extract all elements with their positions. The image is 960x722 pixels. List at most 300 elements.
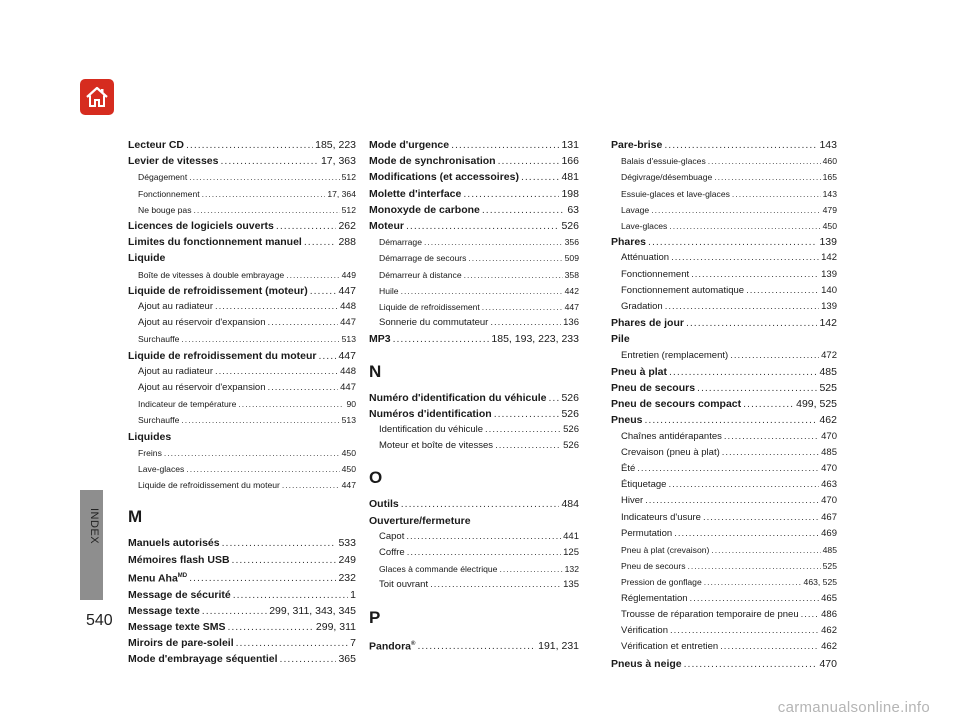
index-entry-pages[interactable]: 447 [340,382,356,394]
index-entry-pages[interactable]: 63 [567,203,579,216]
index-entry[interactable] [611,169,837,185]
index-entry-pages[interactable]: 467 [821,511,837,523]
home-icon [84,85,110,109]
index-entry-pages[interactable]: 526 [563,440,579,452]
index-entry[interactable] [611,445,837,461]
index-entry[interactable] [128,234,356,250]
dot-leader [401,283,563,299]
dot-leader [494,406,560,422]
index-entry[interactable] [369,299,579,315]
index-entry[interactable] [611,412,837,428]
index-entry[interactable] [611,526,837,542]
index-entry[interactable] [128,169,356,185]
index-entry-text: Moteur et boîte de vitesses [379,440,494,452]
index-entry-text: Mode de synchronisation [369,155,496,168]
index-entry-pages[interactable]: 447 [340,317,356,329]
index-entry[interactable] [369,218,579,234]
index-entry-text: Pneu de secours [611,382,696,395]
index-entry-text: Ouverture/fermeture [369,514,471,527]
index-entry[interactable] [369,331,579,347]
index-entry[interactable] [611,380,837,396]
index-entry-pages[interactable]: 513 [341,334,356,345]
index-entry-text: Surchauffe [138,334,180,345]
index-entry-pages[interactable]: 232 [338,572,356,585]
index-entry-pages[interactable]: 470 [819,657,837,670]
index-entry[interactable] [128,635,356,651]
dot-leader [451,137,559,153]
index-entry-text: Hiver [621,495,644,507]
index-entry-pages[interactable]: 191, 231 [538,640,579,653]
index-column-3 [611,137,837,672]
index-entry-pages[interactable]: 462 [821,625,837,637]
index-entry-text: MP3 [369,333,391,346]
index-entry[interactable] [611,639,837,655]
dot-leader [645,493,819,509]
index-entry-pages[interactable]: 463 [821,479,837,491]
index-entry-sup: ® [411,640,416,647]
dot-leader [233,587,348,603]
dot-leader [417,638,536,654]
index-entry-text: Démarreur à distance [379,269,462,280]
index-entry-text: Identification du véhicule [379,424,484,436]
dot-leader [648,234,817,250]
index-entry-text: Entretien (remplacement) [621,349,729,361]
index-entry-pages[interactable]: 485 [822,545,837,556]
index-entry-pages[interactable]: 143 [822,188,837,199]
index-entry-text: Miroirs de pare-soleil [128,637,234,650]
index-entry[interactable] [611,396,837,412]
dot-leader [464,267,563,283]
index-entry-pages[interactable]: 288 [338,236,356,249]
index-entry-text: Pression de gonflage [621,577,702,588]
index-entry[interactable] [611,202,837,218]
index-entry-text: Boîte de vitesses à double embrayage [138,269,285,280]
index-entry-text: Fonctionnement [621,268,690,280]
index-entry[interactable] [128,535,356,551]
index-entry-text: Pandora® [369,640,416,653]
index-entry-pages[interactable]: 472 [821,349,837,361]
dot-leader [189,570,336,586]
index-entry[interactable] [611,153,837,169]
index-entry[interactable] [611,364,837,380]
index-entry-text: Démarrage [379,237,422,248]
index-entry-pages[interactable]: 450 [341,464,356,475]
index-entry[interactable] [611,542,837,558]
index-entry-text: Surchauffe [138,415,180,426]
index-entry[interactable] [369,422,579,438]
index-entry[interactable] [128,568,356,587]
index-entry-text: Atténuation [621,252,670,264]
index-entry[interactable] [369,545,579,561]
dot-leader [282,477,340,493]
index-column-2 [369,137,579,654]
index-entry-text: Ne bouge pas [138,204,192,215]
index-entry[interactable] [128,603,356,619]
index-entry-pages[interactable]: 139 [821,268,837,280]
dot-leader [164,445,340,461]
index-entry-pages[interactable]: 358 [564,269,579,280]
index-entry-pages[interactable]: 499, 525 [796,398,837,411]
home-button[interactable] [80,79,114,115]
index-entry-pages[interactable]: 448 [340,301,356,313]
dot-leader [671,250,819,266]
index-entry-sup: MD [177,572,188,579]
dot-leader [318,348,336,364]
index-entry[interactable] [369,234,579,250]
dot-leader [668,477,819,493]
index-entry-text: Fonctionnement [138,188,200,199]
index-entry-text: Toit ouvrant [379,579,429,591]
dot-leader [801,607,820,623]
index-entry[interactable] [369,529,579,545]
index-entry[interactable] [369,267,579,283]
index-entry-text: Ajout au réservoir d'expansion [138,382,266,394]
index-entry-text: Lave-glaces [621,221,668,232]
index-entry[interactable] [611,477,837,493]
index-entry[interactable] [611,218,837,234]
dot-leader [684,656,818,672]
dot-leader [549,390,560,406]
index-entry[interactable] [128,445,356,461]
dot-leader [690,591,820,607]
index-entry[interactable] [369,315,579,331]
index-entry-pages[interactable]: 198 [561,187,579,200]
dot-leader [186,461,339,477]
dot-leader [482,202,565,218]
dot-leader [665,299,819,315]
index-entry-pages[interactable]: 479 [822,204,837,215]
index-entry[interactable] [128,331,356,347]
dot-leader [674,526,819,542]
dot-leader [304,234,337,250]
index-entry[interactable] [128,202,356,218]
index-entry[interactable] [611,607,837,623]
index-entry-pages[interactable]: 462 [821,641,837,653]
index-entry-text: Molette d'interface [369,187,462,200]
index-entry-pages[interactable]: 139 [819,236,837,249]
index-entry-pages[interactable]: 17, 364 [327,188,356,199]
index-entry-pages[interactable]: 526 [561,407,579,420]
dot-leader [498,153,560,169]
index-entry-pages[interactable]: 299, 311 [315,620,356,633]
index-entry[interactable] [128,283,356,299]
index-entry-text: Ajout au radiateur [138,301,213,313]
index-entry[interactable] [611,558,837,574]
dot-leader [232,552,337,568]
index-entry-pages[interactable]: 462 [819,414,837,427]
index-entry-text: Étiquetage [621,479,667,491]
dot-leader [286,267,339,283]
index-entry-pages[interactable]: 470 [821,463,837,475]
index-entry[interactable] [611,493,837,509]
index-entry[interactable] [611,234,837,250]
index-entry-text: Été [621,463,636,475]
index-entry-text: Indicateurs d'usure [621,511,701,523]
index-entry[interactable] [369,561,579,577]
index-entry-text: Réglementation [621,592,688,604]
index-entry-pages[interactable]: 165 [822,172,837,183]
index-entry[interactable] [128,380,356,396]
index-entry[interactable] [369,250,579,266]
section-letter-m: M [128,507,143,527]
index-entry[interactable] [128,218,356,234]
index-entry[interactable] [369,577,579,593]
dot-leader [743,396,794,412]
index-entry-pages[interactable]: 470 [821,495,837,507]
index-entry[interactable] [611,591,837,607]
index-entry-pages[interactable]: 481 [561,171,579,184]
index-entry-text: Mode d'urgence [369,139,450,151]
index-entry-pages[interactable]: 513 [341,415,356,426]
index-entry-pages[interactable]: 465 [821,592,837,604]
dot-leader [691,267,819,283]
index-entry-text: Gradation [621,301,663,313]
dot-leader [669,364,817,380]
index-entry[interactable] [611,574,837,590]
index-tab[interactable] [80,490,103,600]
index-entry-text: Modifications (et accessoires) [369,171,519,184]
dot-leader [202,603,267,619]
index-entry-pages[interactable]: 470 [821,430,837,442]
index-entry-text: Numéro d'identification du véhicule [369,391,547,404]
index-entry-text: Ajout au réservoir d'expansion [138,317,266,329]
section-letter-p: P [369,607,381,627]
index-entry[interactable] [128,396,356,412]
index-entry[interactable] [369,153,579,169]
index-entry-text: Permutation [621,527,673,539]
index-entry[interactable] [128,619,356,635]
index-entry[interactable] [611,348,837,364]
index-entry [128,429,356,445]
index-entry-text: Mémoires flash USB [128,553,230,566]
dot-leader [220,153,318,169]
index-entry-text: Pneu à plat (crevaison) [621,545,710,556]
dot-leader [189,169,339,185]
index-entry-pages[interactable]: 447 [564,302,579,313]
index-entry-pages[interactable]: 125 [563,547,579,559]
index-entry-text: Balais d'essuie-glaces [621,156,706,167]
index-entry-pages[interactable]: 484 [561,498,579,511]
index-entry[interactable] [128,137,356,153]
index-entry[interactable] [369,636,579,655]
index-entry-pages[interactable]: 7 [350,637,356,650]
index-entry-text: Pneus à neige [611,657,682,670]
index-entry-pages[interactable]: 509 [564,253,579,264]
index-entry[interactable] [611,283,837,299]
index-entry[interactable] [128,315,356,331]
index-entry-pages[interactable]: 132 [564,564,579,575]
index-entry-text: Glaces à commande électrique [379,564,498,575]
index-entry[interactable] [128,477,356,493]
dot-leader [406,218,559,234]
index-entry-pages[interactable]: 469 [821,527,837,539]
index-entry-pages[interactable]: 450 [822,221,837,232]
index-entry-pages[interactable]: 447 [338,349,356,362]
index-entry-pages[interactable]: 463, 525 [803,577,837,588]
index-entry-text: Pare-brise [611,139,663,151]
dot-leader [430,577,561,593]
index-entry-pages[interactable]: 185, 193, 223, 233 [491,333,579,346]
index-entry-text: Lave-glaces [138,464,185,475]
index-entry-pages[interactable]: 140 [821,284,837,296]
index-entry-pages[interactable]: 139 [821,301,837,313]
index-entry-text: Vérification et entretien [621,641,719,653]
dot-leader [714,169,820,185]
dot-leader [746,283,819,299]
index-entry-pages[interactable]: 512 [341,204,356,215]
index-entry[interactable] [128,587,356,603]
index-entry-text: Lecteur CD [128,139,185,151]
index-entry[interactable] [369,186,579,202]
index-entry-text: Coffre [379,547,405,559]
index-entry-pages[interactable]: 448 [340,365,356,377]
index-entry-pages[interactable]: 135 [563,579,579,591]
index-entry[interactable] [369,169,579,185]
index-entry[interactable] [128,412,356,428]
index-entry[interactable] [611,299,837,315]
index-entry-text: Essuie-glaces et lave-glaces [621,188,730,199]
index-entry-pages[interactable]: 262 [338,220,356,233]
index-entry-pages[interactable]: 533 [338,537,356,550]
dot-leader [424,234,563,250]
dot-leader [490,315,561,331]
index-entry-pages[interactable]: 142 [821,252,837,264]
index-entry-pages[interactable]: 450 [341,447,356,458]
index-entry[interactable] [369,283,579,299]
index-entry-text: Outils [369,498,399,511]
index-entry-pages[interactable]: 356 [564,237,579,248]
index-entry-pages[interactable]: 525 [819,382,837,395]
index-entry-pages[interactable]: 486 [821,608,837,620]
dot-leader [236,635,349,651]
index-entry-text: Message de sécurité [128,588,231,601]
dot-leader [686,315,818,331]
index-entry-text: Pneus [611,414,643,427]
index-entry-pages[interactable]: 17, 363 [320,155,356,168]
index-entry [611,331,837,347]
dot-leader [222,535,337,551]
page-number: 540 [86,612,113,629]
dot-leader [194,202,340,218]
dot-leader [215,364,338,380]
index-entry-text: Manuels autorisés [128,537,220,550]
dot-leader [227,619,313,635]
dot-leader [407,545,561,561]
index-entry-pages[interactable]: 526 [563,424,579,436]
index-entry-pages[interactable]: 526 [561,220,579,233]
dot-leader [645,412,818,428]
index-entry[interactable] [369,496,579,512]
index-entry[interactable] [128,552,356,568]
index-entry[interactable] [369,390,579,406]
dot-leader [280,651,337,667]
index-entry-pages[interactable]: 1 [350,588,356,601]
index-entry[interactable] [611,510,837,526]
index-entry-text: Freins [138,447,162,458]
index-entry[interactable] [611,137,837,153]
index-entry[interactable] [128,267,356,283]
index-entry[interactable] [611,186,837,202]
index-entry[interactable] [611,250,837,266]
index-entry[interactable] [611,623,837,639]
index-entry[interactable] [611,315,837,331]
index-entry-pages[interactable]: 526 [561,391,579,404]
index-entry-pages[interactable]: 441 [563,530,579,542]
dot-leader [393,331,490,347]
dot-leader [720,639,819,655]
index-entry-text: Liquides [128,430,172,443]
index-entry-pages[interactable]: 166 [561,155,579,168]
dot-leader [268,380,339,396]
index-entry-pages[interactable]: 525 [822,561,837,572]
dot-leader [215,299,338,315]
index-entry[interactable] [611,429,837,445]
index-entry-text: Phares [611,236,647,249]
index-entry-pages[interactable]: 131 [561,139,579,151]
index-entry-text: Crevaison (pneu à plat) [621,446,720,458]
dot-leader [406,529,561,545]
index-entry-text: Dégagement [138,172,188,183]
index-entry[interactable] [128,348,356,364]
dot-leader [268,315,339,331]
index-entry[interactable] [369,202,579,218]
dot-leader [181,331,339,347]
index-entry-pages[interactable]: 299, 311, 343, 345 [269,604,356,617]
index-entry-pages[interactable]: 460 [822,156,837,167]
index-entry[interactable] [611,656,837,672]
index-entry-pages[interactable]: 512 [341,172,356,183]
index-entry-pages[interactable]: 136 [563,317,579,329]
index-entry-text: Message texte SMS [128,620,226,633]
index-entry-text: Liquide de refroidissement du moteur [138,480,280,491]
index-entry[interactable] [128,651,356,667]
index-entry-pages[interactable]: 485 [821,446,837,458]
index-entry-text: Mode d'embrayage séquentiel [128,653,278,666]
index-entry-pages[interactable]: 449 [341,269,356,280]
dot-leader [276,218,337,234]
dot-leader [697,380,817,396]
index-entry[interactable] [128,461,356,477]
index-entry-text: Numéros d'identification [369,407,492,420]
index-entry [369,513,579,529]
index-entry[interactable] [611,461,837,477]
index-entry-pages[interactable]: 447 [341,480,356,491]
dot-leader [186,137,313,153]
index-entry-text: Licences de logiciels ouverts [128,220,274,233]
index-entry-pages[interactable]: 365 [338,653,356,666]
index-entry-pages[interactable]: 142 [819,317,837,330]
dot-leader [521,169,560,185]
index-entry[interactable] [128,364,356,380]
index-entry-text: Indicateur de température [138,399,237,410]
index-entry[interactable] [369,438,579,454]
index-entry-pages[interactable]: 249 [338,553,356,566]
index-entry[interactable] [369,406,579,422]
index-entry[interactable] [128,153,356,169]
index-entry-pages[interactable]: 447 [338,284,356,297]
index-entry[interactable] [128,186,356,202]
index-entry-pages[interactable]: 485 [819,365,837,378]
section-letter-o: O [369,468,383,488]
index-entry[interactable] [611,267,837,283]
dot-leader [202,186,326,202]
index-entry-pages[interactable]: 185, 223 [315,139,356,151]
index-entry[interactable] [128,299,356,315]
index-entry-pages[interactable]: 442 [564,285,579,296]
index-entry-pages[interactable]: 143 [819,139,837,151]
index-entry[interactable] [369,137,579,153]
index-entry-pages[interactable]: 90 [346,399,356,410]
